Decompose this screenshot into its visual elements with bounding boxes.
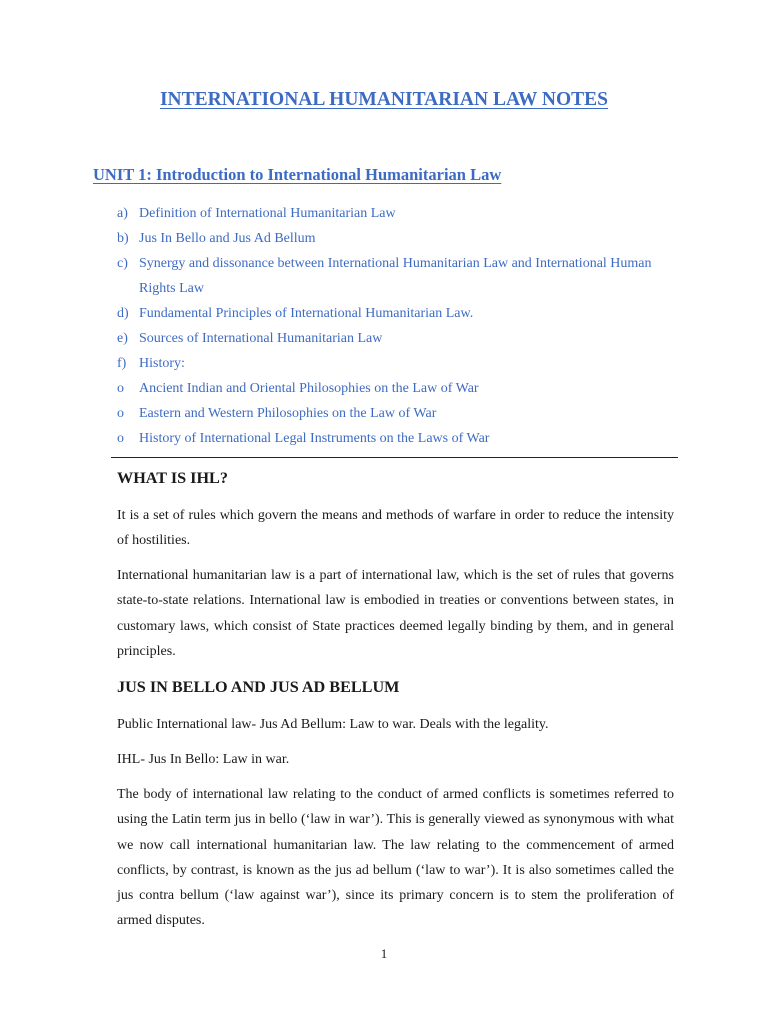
list-item-text: Ancient Indian and Oriental Philosophies on the Law of War: [139, 381, 479, 396]
paragraph-jus-in-bello: IHL- Jus In Bello: Law in war.: [117, 752, 290, 767]
section-heading-what-is-ihl: WHAT IS IHL?: [117, 469, 228, 487]
list-item: [117, 301, 677, 326]
unit-topic-list: [117, 201, 677, 451]
paragraph-ihl-international-law: International humanitarian law is a part of international law, which is the set of rules that governs state-to-state relations. International law is embodied in treaties or conventions between states, in customary laws, which consist of State practices deemed legally binding by them, and in general principles.: [117, 568, 674, 659]
list-item: [117, 376, 677, 401]
list-item-text: Sources of International Humanitarian Law: [139, 331, 383, 346]
list-marker: f): [117, 356, 127, 371]
list-marker: a): [117, 206, 128, 221]
list-item-text: Synergy and dissonance between International Humanitarian Law and International Human Rights Law: [139, 256, 652, 296]
list-marker: o: [117, 431, 124, 446]
list-marker: b): [117, 231, 129, 246]
list-item-text: History:: [139, 356, 185, 371]
list-item: [117, 251, 677, 301]
paragraph-law-of-armed-conflict: The body of international law relating to the conduct of armed conflicts is sometimes referred to using the Latin term jus in bello (‘law in war’). This is generally viewed as synonymous with what we now call international humanitarian law. The law relating to the commencement of armed conflicts, by contrast, is known as the jus ad bellum (‘law to war’). It is also sometimes called the jus contra bellum (‘law against war’), since its primary concern is to stem the proliferation of armed disputes.: [117, 787, 674, 929]
paragraph-jus-ad-bellum: Public International law- Jus Ad Bellum: Law to war. Deals with the legality.: [117, 717, 549, 732]
list-marker: o: [117, 406, 124, 421]
section-heading-jus-in-bello: JUS IN BELLO AND JUS AD BELLUM: [117, 678, 400, 696]
section-divider: [111, 457, 678, 458]
document-title-text: INTERNATIONAL HUMANITARIAN LAW NOTES: [159, 89, 609, 110]
unit-heading: UNIT 1: Introduction to International Humanitarian Law: [93, 165, 502, 184]
list-item-text: Definition of International Humanitarian Law: [139, 206, 396, 221]
list-item-text: Fundamental Principles of International Humanitarian Law.: [139, 306, 474, 321]
list-marker: c): [117, 256, 128, 271]
list-marker: e): [117, 331, 128, 346]
list-item-text: History of International Legal Instruments on the Laws of War: [139, 431, 490, 446]
list-item: [117, 401, 677, 426]
list-marker: o: [117, 381, 124, 396]
document-title: [0, 88, 768, 112]
list-item: [117, 351, 677, 376]
list-item: [117, 201, 677, 226]
list-marker: d): [117, 306, 129, 321]
list-item: [117, 426, 677, 451]
list-item: [117, 326, 677, 351]
list-item-text: Jus In Bello and Jus Ad Bellum: [139, 231, 316, 246]
paragraph-ihl-definition: It is a set of rules which govern the means and methods of warfare in order to reduce the intensity of hostilities.: [117, 508, 674, 549]
page-number: 1: [380, 946, 388, 961]
list-item: [117, 226, 677, 251]
list-item-text: Eastern and Western Philosophies on the Law of War: [139, 406, 437, 421]
